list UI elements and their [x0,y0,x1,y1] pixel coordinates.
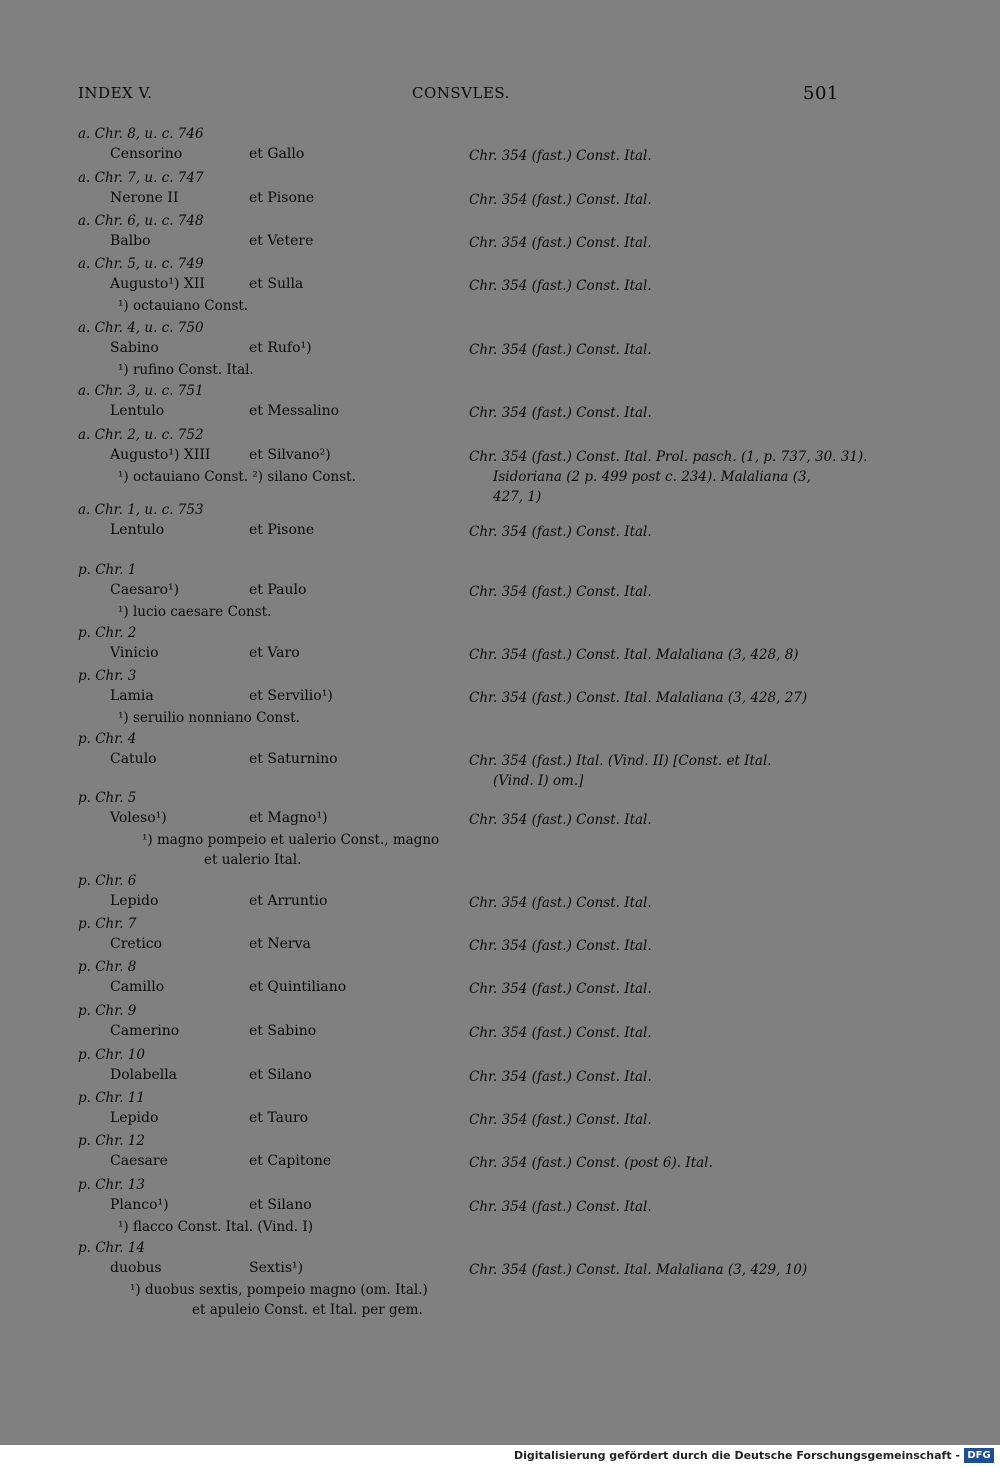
source-line: Chr. 354 (fast.) Const. (post 6). Ital. [469,1155,713,1171]
footnote-line: et ualerio Ital. [204,852,302,868]
consul-second: et Paulo [249,582,307,598]
consul-first: Nerone II [110,190,179,206]
source-line: Chr. 354 (fast.) Const. Ital. Prol. pasch. (1, p. 737, 30. 31). [469,449,868,465]
consul-first: Catulo [110,751,157,767]
source-line: Chr. 354 (fast.) Const. Ital. Malaliana (3, 428, 27) [469,690,808,706]
entry-sources [469,751,772,791]
index-label: INDEX V. [78,84,153,102]
entry-sources [469,1110,652,1130]
entry-sources [469,403,652,423]
source-line: Chr. 354 (fast.) Const. Ital. [469,405,652,421]
entry-date: a. Chr. 8, u. c. 746 [78,126,204,142]
footnote-line: ¹) seruilio nonniano Const. [118,710,300,726]
consul-second: et Silvano²) [249,447,331,463]
entry-date: p. Chr. 2 [78,625,137,641]
entry-date: p. Chr. 6 [78,873,137,889]
entry-date: p. Chr. 7 [78,916,137,932]
page-number: 501 [803,83,839,104]
entry-date: p. Chr. 8 [78,959,137,975]
entry-sources [469,810,652,830]
consul-second: et Tauro [249,1110,309,1126]
entry-date: p. Chr. 11 [78,1090,145,1106]
footnote-line: ¹) duobus sextis, pompeio magno (om. Ital.) [130,1282,428,1298]
footnote-line: ¹) flacco Const. Ital. (Vind. I) [118,1219,313,1235]
consul-first: Dolabella [110,1067,178,1083]
entry-footnote [118,467,356,487]
footnote-line: et apuleio Const. et Ital. per gem. [192,1302,423,1318]
entry-footnote [118,1217,313,1237]
entry-date: p. Chr. 5 [78,790,137,806]
entry-date: p. Chr. 9 [78,1003,137,1019]
consul-second: et Sabino [249,1023,317,1039]
entry-sources [469,979,652,999]
entry-sources [469,688,807,708]
consul-first: Vinicio [110,645,159,661]
consul-first: Planco¹) [110,1197,169,1213]
consul-first: Cretico [110,936,163,952]
consul-first: duobus [110,1260,162,1276]
entry-date: p. Chr. 4 [78,731,137,747]
consul-second: et Saturnino [249,751,338,767]
consul-second: et Pisone [249,190,315,206]
section-title: CONSVLES. [412,84,510,102]
source-line: Chr. 354 (fast.) Const. Ital. [469,812,652,828]
dfg-logo-icon: DFG [964,1448,994,1463]
consul-second: et Rufo¹) [249,340,312,356]
source-line: Chr. 354 (fast.) Const. Ital. [469,235,652,251]
source-line: Chr. 354 (fast.) Const. Ital. [469,192,652,208]
source-line: Chr. 354 (fast.) Const. Ital. Malaliana (3, 428, 8) [469,647,799,663]
entry-footnote [118,296,248,316]
footnote-line: ¹) lucio caesare Const. [118,604,272,620]
consul-second: et Gallo [249,146,305,162]
consul-second: et Pisone [249,522,315,538]
consul-second: et Sulla [249,276,304,292]
consul-second: et Arruntio [249,893,328,909]
entry-footnote [118,602,271,622]
consul-first: Lentulo [110,522,165,538]
source-line: Chr. 354 (fast.) Const. Ital. [469,1025,652,1041]
entry-date: a. Chr. 2, u. c. 752 [78,427,204,443]
entry-footnote [118,360,254,380]
consul-first: Censorino [110,146,183,162]
footer-credit: Digitalisierung gefördert durch die Deutsche Forschungsgemeinschaft - [513,1449,960,1462]
entry-sources [469,1260,807,1280]
entry-sources [469,1023,652,1043]
entry-sources [469,340,652,360]
source-line: Chr. 354 (fast.) Const. Ital. [469,1069,652,1085]
entry-sources [469,146,652,166]
source-line: Chr. 354 (fast.) Const. Ital. [469,342,652,358]
footnote-line: ¹) rufino Const. Ital. [118,362,254,378]
consul-second: et Capitone [249,1153,332,1169]
consul-second: et Servilio¹) [249,688,333,704]
consul-first: Augusto¹) XIII [110,447,211,463]
source-line: Chr. 354 (fast.) Ital. (Vind. II) [Const. et Ital. [469,753,772,769]
source-line: Chr. 354 (fast.) Const. Ital. [469,584,652,600]
consul-first: Balbo [110,233,151,249]
entry-sources [469,936,652,956]
entry-footnote [142,830,439,870]
consul-second: et Silano [249,1067,312,1083]
entry-sources [469,893,652,913]
consul-first: Lamia [110,688,154,704]
consul-first: Camillo [110,979,165,995]
entry-footnote [130,1280,428,1320]
consul-first: Caesaro¹) [110,582,180,598]
consul-first: Voleso¹) [110,810,167,826]
entry-sources [469,190,652,210]
source-line: Isidoriana (2 p. 499 post c. 234). Malaliana (3, [493,469,811,485]
consul-first: Lentulo [110,403,165,419]
entry-date: a. Chr. 5, u. c. 749 [78,256,204,272]
entry-date: p. Chr. 13 [78,1177,145,1193]
entry-sources [469,233,652,253]
entry-date: p. Chr. 14 [78,1240,145,1256]
entry-date: p. Chr. 10 [78,1047,145,1063]
source-line: Chr. 354 (fast.) Const. Ital. [469,938,652,954]
consul-second: Sextis¹) [249,1260,304,1276]
source-line: Chr. 354 (fast.) Const. Ital. [469,1112,652,1128]
entry-date: p. Chr. 3 [78,668,137,684]
entry-date: a. Chr. 6, u. c. 748 [78,213,204,229]
source-line: Chr. 354 (fast.) Const. Ital. [469,148,652,164]
entry-date: p. Chr. 1 [78,562,137,578]
consul-second: et Nerva [249,936,311,952]
entry-sources [469,1067,652,1087]
entry-date: p. Chr. 12 [78,1133,145,1149]
consul-second: et Messalino [249,403,340,419]
footer-bar [0,1445,1000,1467]
source-line: Chr. 354 (fast.) Const. Ital. [469,981,652,997]
source-line: Chr. 354 (fast.) Const. Ital. [469,1199,652,1215]
entry-date: a. Chr. 4, u. c. 750 [78,320,204,336]
entry-date: a. Chr. 7, u. c. 747 [78,170,204,186]
entry-sources [469,582,652,602]
entry-sources [469,645,799,665]
entry-date: a. Chr. 3, u. c. 751 [78,383,204,399]
entry-sources [469,1197,652,1217]
entry-sources [469,447,868,507]
consul-second: et Silano [249,1197,312,1213]
footnote-line: ¹) magno pompeio et ualerio Const., magno [142,832,440,848]
consul-second: et Vetere [249,233,314,249]
entry-sources [469,522,652,542]
source-line: 427, 1) [493,489,542,505]
consul-first: Lepido [110,1110,159,1126]
entry-sources [469,276,652,296]
consul-first: Lepido [110,893,159,909]
consul-second: et Varo [249,645,300,661]
footnote-line: ¹) octauiano Const. [118,298,249,314]
consul-second: et Magno¹) [249,810,328,826]
source-line: Chr. 354 (fast.) Const. Ital. [469,524,652,540]
entry-footnote [118,708,300,728]
source-line: Chr. 354 (fast.) Const. Ital. Malaliana (3, 429, 10) [469,1262,808,1278]
entry-sources [469,1153,713,1173]
source-line: Chr. 354 (fast.) Const. Ital. [469,895,652,911]
consul-first: Sabino [110,340,159,356]
consul-first: Camerino [110,1023,180,1039]
consul-first: Augusto¹) XII [110,276,205,292]
source-line: Chr. 354 (fast.) Const. Ital. [469,278,652,294]
entry-date: a. Chr. 1, u. c. 753 [78,502,204,518]
footnote-line: ¹) octauiano Const. ²) silano Const. [118,469,356,485]
consul-first: Caesare [110,1153,168,1169]
consul-second: et Quintiliano [249,979,347,995]
source-line: (Vind. I) om.] [493,773,584,789]
